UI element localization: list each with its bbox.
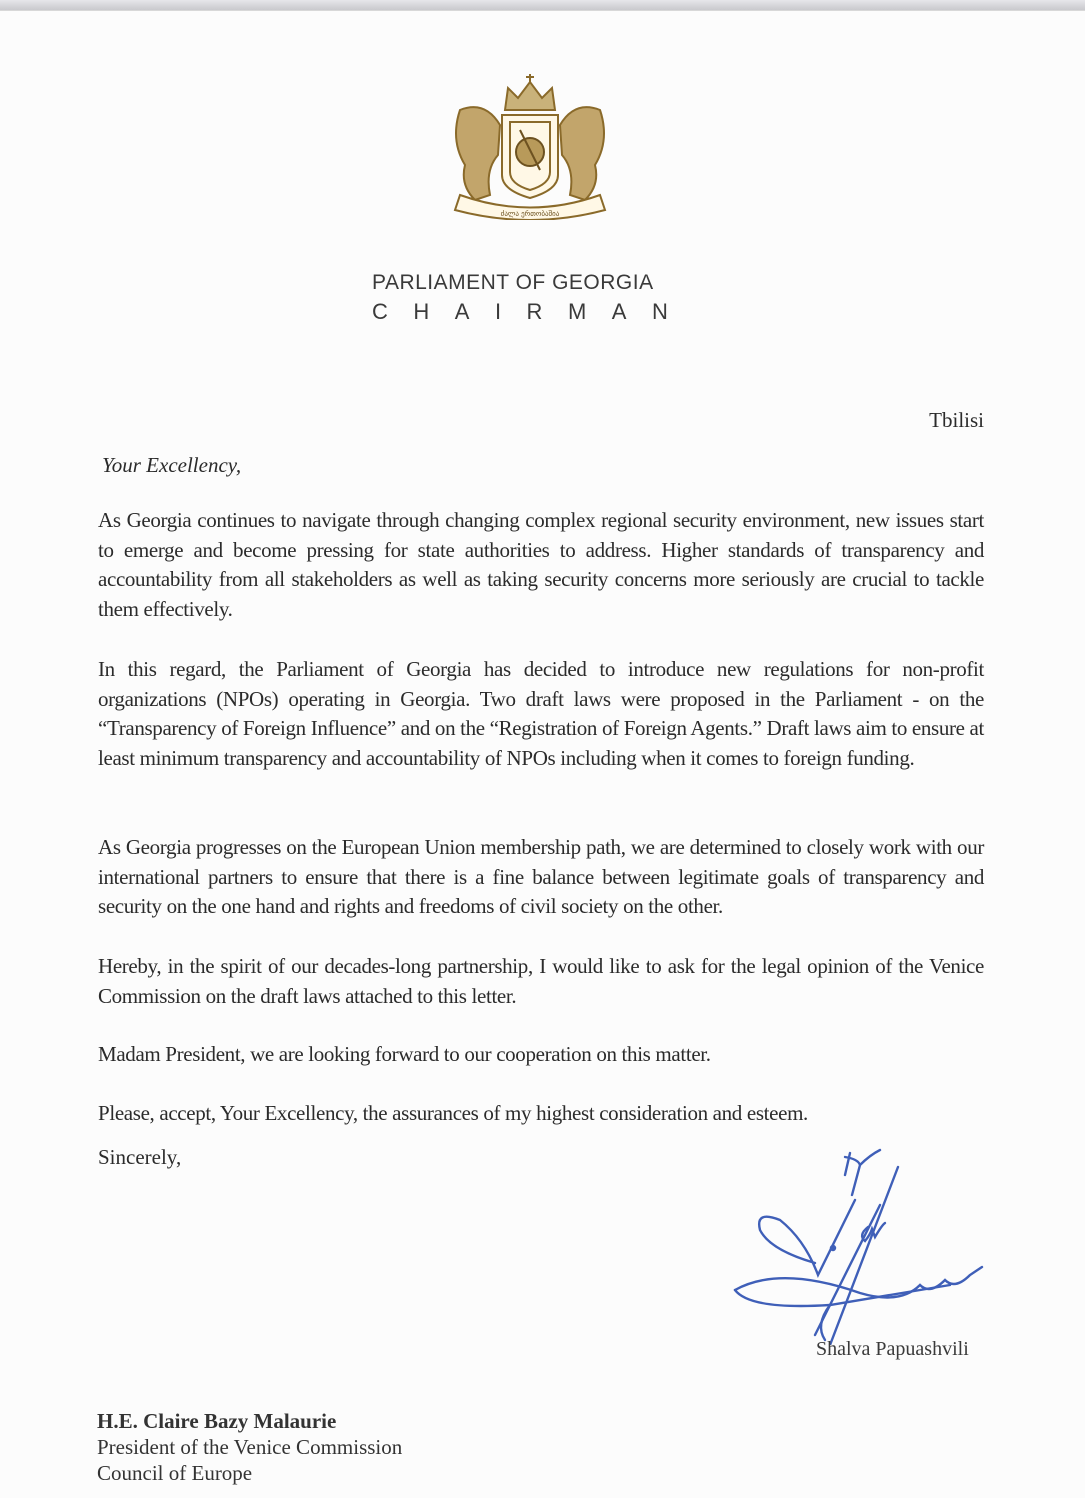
paragraph: Please, accept, Your Excellency, the assurances of my highest consideration and esteem.	[98, 1101, 808, 1125]
paragraph: As Georgia progresses on the European Union membership path, we are determined to closely work with our international partners to ensure that there is a fine balance between legitimate goals of transparency and security on the one hand and rights and freedoms of civil society on the other.	[98, 835, 984, 918]
coat-of-arms-icon	[440, 70, 620, 220]
paragraph: Hereby, in the spirit of our decades-long partnership, I would like to ask for the legal opinion of the Venice Commission on the draft laws attached to this letter.	[98, 954, 984, 1008]
office-title: CHAIRMAN	[372, 299, 694, 324]
recipient-title: President of the Venice Commission	[97, 1435, 403, 1459]
paragraph: In this regard, the Parliament of Georgia has decided to introduce new regulations for non-profit organizations (NPOs) operating in Georgia. Two draft laws were proposed in the Parliament - on the “Transparency of Foreign Influence” and on the “Registration of Foreign Agents.” Draft laws aim to ensure at least minimum transparency and accountability of NPOs including when it comes to foreign funding.	[98, 657, 984, 770]
viewer-top-bar	[0, 0, 1085, 11]
organization-name: PARLIAMENT OF GEORGIA	[372, 271, 654, 294]
letterhead	[372, 270, 712, 326]
salutation: Your Excellency,	[102, 453, 242, 477]
paragraph: As Georgia continues to navigate through changing complex regional security environment, new issues start to emerge and become pressing for state authorities to address. Higher standards of transparency and accountability from all stakeholders as well as taking security concerns more seriously are crucial to tackle them effectively.	[98, 508, 984, 621]
recipient-organization: Council of Europe	[97, 1461, 253, 1485]
closing: Sincerely,	[98, 1145, 182, 1169]
paragraph: Madam President, we are looking forward to our cooperation on this matter.	[98, 1042, 711, 1066]
recipient-block	[97, 1408, 402, 1486]
svg-text:ძალა ერთობაშია: ძალა ერთობაშია	[500, 210, 560, 218]
signer-name: Shalva Papuashvili	[816, 1338, 969, 1360]
location: Tbilisi	[929, 408, 984, 432]
handwritten-signature	[720, 1145, 1000, 1345]
recipient-name: H.E. Claire Bazy Malaurie	[97, 1409, 337, 1433]
